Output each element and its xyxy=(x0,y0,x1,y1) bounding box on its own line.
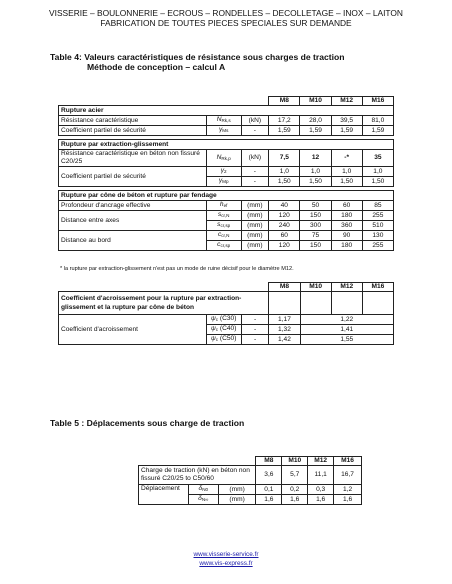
row-value: 120 xyxy=(269,211,300,221)
row-symbol-sub: Rk,s xyxy=(221,118,231,123)
table-row xyxy=(59,315,394,325)
coef-other-value: 1,55 xyxy=(300,335,393,345)
row-value: 40 xyxy=(269,201,300,211)
delta-symbol: δ xyxy=(198,495,202,502)
psi-symbol: ψ xyxy=(210,315,216,322)
row-label: Résistance caractéristique en béton non fissuré C20/25 xyxy=(59,150,207,167)
delta-symbol-sub: N0 xyxy=(202,487,209,492)
row-symbol: N xyxy=(216,153,222,161)
row-value: 1,0 xyxy=(331,167,362,177)
row-symbol: γ xyxy=(220,167,225,174)
row-symbol-sub: Ms xyxy=(222,128,229,133)
row-symbol-sub: cr,sp xyxy=(220,223,231,228)
row-value: 50 xyxy=(300,201,331,211)
load-label: Charge de traction (kN) en béton non fissuré C20/25 to C50/60 xyxy=(139,466,256,485)
table5-header-row xyxy=(139,457,362,466)
table-row xyxy=(59,231,394,241)
row-value: 35 xyxy=(362,150,393,167)
size-header: M10 xyxy=(282,457,308,466)
load-value: 11,1 xyxy=(308,466,334,485)
table5 xyxy=(138,456,362,505)
row-value: 75 xyxy=(300,231,331,241)
displacement-label: Déplacement xyxy=(139,485,189,505)
row-value: 17,2 xyxy=(269,116,300,126)
size-header: M8 xyxy=(269,97,300,106)
load-value: 16,7 xyxy=(334,466,362,485)
row-unit: (mm) xyxy=(241,201,269,211)
row-symbol: c xyxy=(217,231,222,238)
row-unit: (mm) xyxy=(218,495,256,505)
row-value: 255 xyxy=(362,211,393,221)
disp-value: 1,6 xyxy=(256,495,282,505)
table-row xyxy=(139,485,362,495)
psi-symbol-sub: c xyxy=(215,317,219,322)
size-header: M8 xyxy=(256,457,282,466)
row-symbol: γ xyxy=(218,177,223,184)
row-value: -* xyxy=(331,150,362,167)
disp-value: 1,6 xyxy=(308,495,334,505)
size-header: M16 xyxy=(334,457,362,466)
delta-symbol: δ xyxy=(198,485,203,492)
row-unit: - xyxy=(241,126,269,136)
footer-link-1[interactable]: www.visserie-service.fr xyxy=(193,551,259,558)
row-unit: (kN) xyxy=(241,116,269,126)
row-label: Distance au bord xyxy=(59,231,207,251)
row-symbol-sub: Rk,p xyxy=(221,155,231,161)
row-value: 255 xyxy=(362,241,393,251)
concrete-grade: (C40) xyxy=(219,325,237,332)
table-row xyxy=(59,126,394,136)
row-unit: (kN) xyxy=(241,150,269,167)
load-value: 3,6 xyxy=(256,466,282,485)
table-row xyxy=(139,466,362,485)
row-value: 28,0 xyxy=(300,116,331,126)
row-value: 300 xyxy=(300,221,331,231)
size-header: M12 xyxy=(331,97,362,106)
table-row xyxy=(59,211,394,221)
row-value: 360 xyxy=(331,221,362,231)
delta-symbol-sub: N∞ xyxy=(201,497,209,502)
row-symbol-sub: cr,N xyxy=(221,233,230,238)
row-label: Coefficient partiel de sécurité xyxy=(59,126,207,136)
table-row xyxy=(59,116,394,126)
size-header: M8 xyxy=(269,283,300,292)
size-header: M12 xyxy=(331,283,362,292)
coef-label: Coefficient d'acroissement xyxy=(59,315,207,345)
row-value: 1,50 xyxy=(331,177,362,187)
disp-value: 1,6 xyxy=(334,495,362,505)
disp-value: 1,2 xyxy=(334,485,362,495)
row-symbol: s xyxy=(217,211,222,218)
row-value: 1,0 xyxy=(300,167,331,177)
row-value: 1,50 xyxy=(300,177,331,187)
row-value: 120 xyxy=(269,241,300,251)
table-row xyxy=(59,167,394,177)
row-value: 7,5 xyxy=(269,150,300,167)
row-unit: - xyxy=(241,177,269,187)
header-line-2: FABRICATION DE TOUTES PIECES SPECIALES SUR DEMANDE xyxy=(100,18,352,28)
table4-subtitle: Méthode de conception – calcul A xyxy=(87,62,226,72)
section-heading: Rupture acier xyxy=(59,106,394,116)
row-value: 1,59 xyxy=(269,126,300,136)
row-symbol: γ xyxy=(218,126,223,133)
row-value: 1,59 xyxy=(331,126,362,136)
size-header: M10 xyxy=(300,283,331,292)
row-value: 1,59 xyxy=(300,126,331,136)
row-value: 510 xyxy=(362,221,393,231)
row-unit: - xyxy=(241,325,269,335)
row-symbol-sub: 2 xyxy=(224,169,227,174)
disp-value: 0,3 xyxy=(308,485,334,495)
row-unit: (mm) xyxy=(218,485,256,495)
row-unit: - xyxy=(241,315,269,325)
section-heading: Rupture par extraction-glissement xyxy=(59,140,394,150)
row-unit: (mm) xyxy=(241,241,269,251)
table4 xyxy=(58,96,394,251)
concrete-grade: (C50) xyxy=(219,335,237,342)
row-value: 90 xyxy=(331,231,362,241)
size-header: M12 xyxy=(308,457,334,466)
row-value: 240 xyxy=(269,221,300,231)
coefficient-table xyxy=(58,282,394,345)
row-unit: (mm) xyxy=(241,211,269,221)
coef-m8-value: 1,42 xyxy=(269,335,300,345)
row-label: Distance entre axes xyxy=(59,211,207,231)
concrete-grade: (C30) xyxy=(219,315,237,322)
coef-other-value: 1,41 xyxy=(300,325,393,335)
coef-heading: Coefficient d'acroissement pour la rupture par extraction-glissement et la rupture par cône de béton xyxy=(59,292,269,315)
row-value: 180 xyxy=(331,241,362,251)
row-value: 150 xyxy=(300,241,331,251)
row-value: 130 xyxy=(362,231,393,241)
psi-symbol-sub: c xyxy=(215,337,219,342)
row-label: Coefficient partiel de sécurité xyxy=(59,167,207,187)
psi-symbol: ψ xyxy=(210,335,216,342)
row-symbol: s xyxy=(217,221,221,228)
row-symbol: h xyxy=(219,201,224,208)
table4-title: Table 4: Valeurs caractéristiques de résistance sous charges de traction xyxy=(50,52,345,62)
row-unit: (mm) xyxy=(241,231,269,241)
row-label: Résistance caractéristique xyxy=(59,116,207,126)
row-value: 1,50 xyxy=(269,177,300,187)
table4-footnote: * la rupture par extraction-glissement n'est pas un mode de ruine décisif pour le diamètre M12. xyxy=(60,266,294,272)
row-value: 180 xyxy=(331,211,362,221)
row-value: 150 xyxy=(300,211,331,221)
row-value: 81,0 xyxy=(362,116,393,126)
section-heading: Rupture par cône de béton et rupture par fendage xyxy=(59,191,394,201)
disp-value: 1,6 xyxy=(282,495,308,505)
header-line-1: VISSERIE – BOULONNERIE – ECROUS – RONDELLES – DECOLLETAGE – INOX – LAITON xyxy=(49,8,403,18)
table-row xyxy=(59,201,394,211)
row-value: 1,0 xyxy=(269,167,300,177)
row-symbol-sub: ef xyxy=(223,203,228,208)
coef-header-row xyxy=(59,283,394,292)
size-header: M16 xyxy=(362,97,393,106)
row-symbol-sub: cr,sp xyxy=(220,243,231,248)
disp-value: 0,1 xyxy=(256,485,282,495)
coef-other-value: 1,22 xyxy=(300,315,393,325)
row-symbol-sub: cr,N xyxy=(221,213,230,218)
footer-link-2[interactable]: www.vis-express.fr xyxy=(199,560,253,567)
row-symbol: c xyxy=(217,241,221,248)
size-header: M10 xyxy=(300,97,331,106)
row-symbol: N xyxy=(216,116,222,123)
row-unit: - xyxy=(241,335,269,345)
coef-m8-value: 1,32 xyxy=(269,325,300,335)
row-value: 1,0 xyxy=(362,167,393,177)
row-value: 60 xyxy=(331,201,362,211)
load-value: 5,7 xyxy=(282,466,308,485)
table4-header-row xyxy=(59,97,394,106)
row-value: 1,59 xyxy=(362,126,393,136)
row-symbol-sub: Mp xyxy=(222,179,229,184)
disp-value: 0,2 xyxy=(282,485,308,495)
table5-title: Table 5 : Déplacements sous charge de traction xyxy=(50,418,245,428)
row-value: 12 xyxy=(300,150,331,167)
row-label: Profondeur d'ancrage effective xyxy=(59,201,207,211)
coef-m8-value: 1,17 xyxy=(269,315,300,325)
table-row xyxy=(59,150,394,167)
psi-symbol-sub: c xyxy=(215,327,219,332)
row-unit: - xyxy=(241,167,269,177)
row-value: 1,50 xyxy=(362,177,393,187)
row-unit: (mm) xyxy=(241,221,269,231)
row-value: 85 xyxy=(362,201,393,211)
row-value: 39,5 xyxy=(331,116,362,126)
row-value: 60 xyxy=(269,231,300,241)
psi-symbol: ψ xyxy=(210,325,216,332)
size-header: M16 xyxy=(362,283,393,292)
